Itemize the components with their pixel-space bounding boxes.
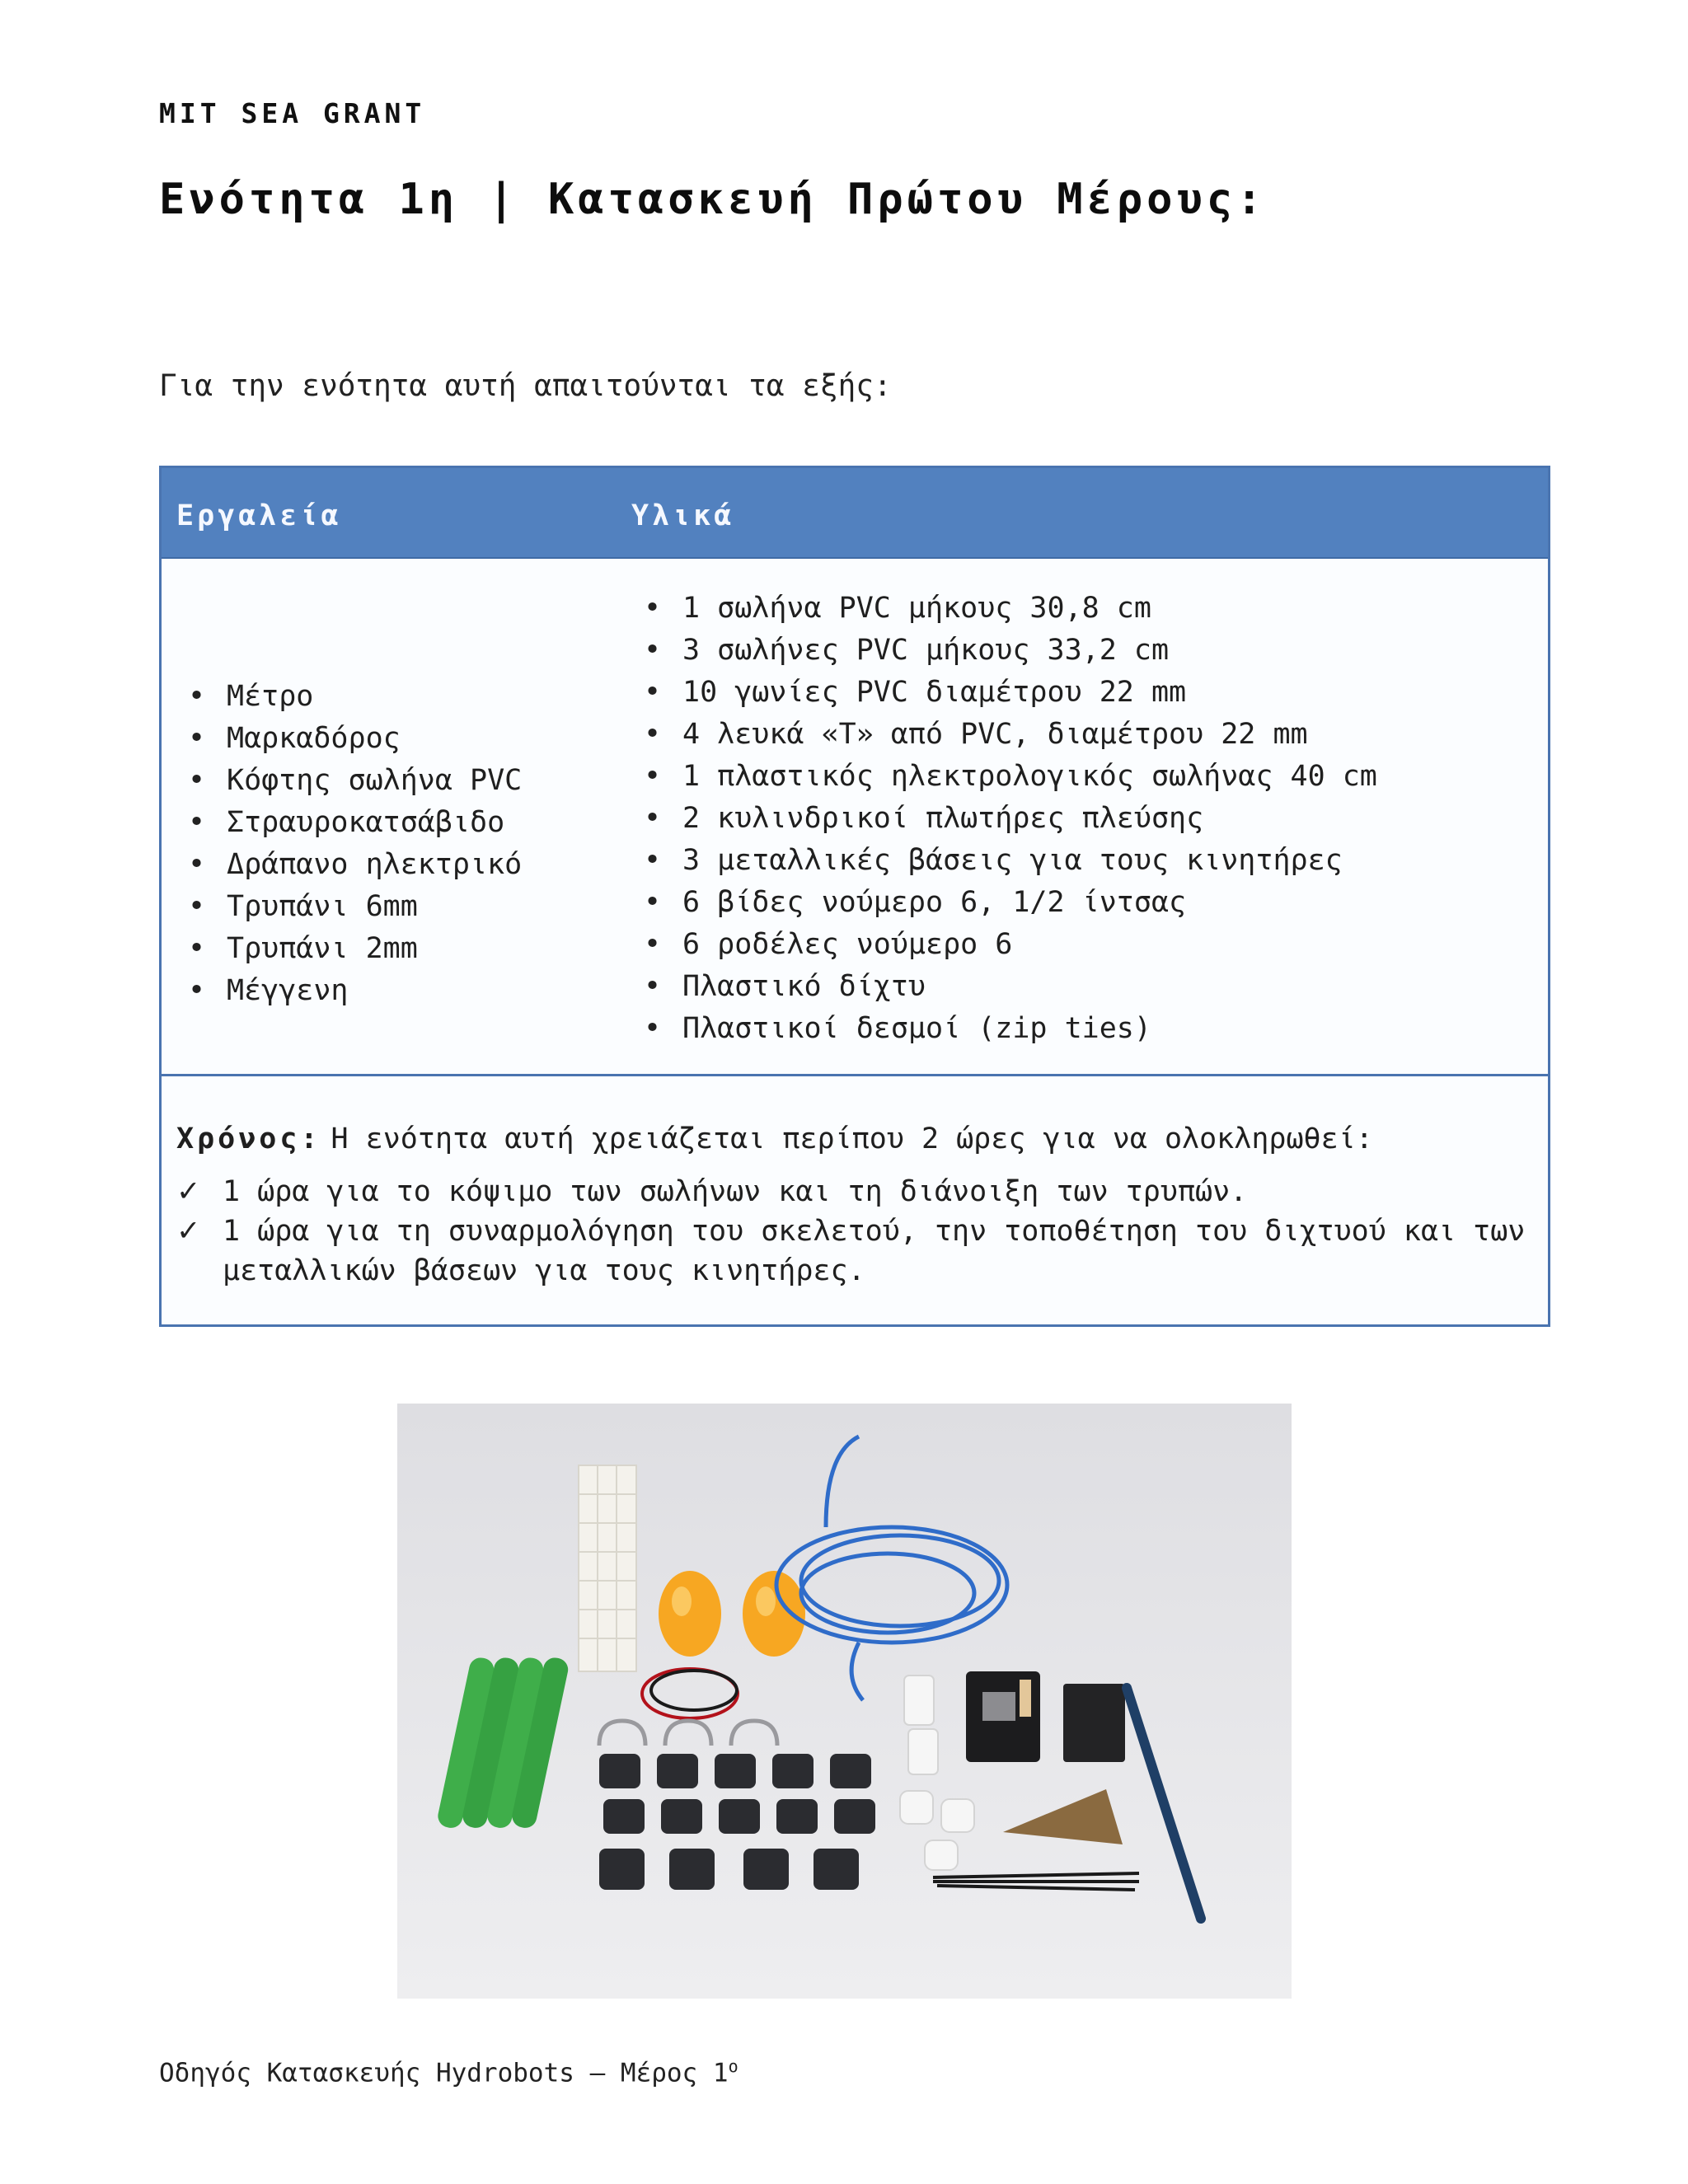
list-item: • Πλαστικό δίχτυ: [621, 966, 1377, 1008]
materials-column-header: Υλικά: [631, 499, 735, 532]
list-item: • 1 σωλήνα PVC μήκους 30,8 cm: [621, 588, 1377, 630]
time-text: Η ενότητα αυτή χρειάζεται περίπου 2 ώρες για να ολοκληρωθεί:: [331, 1122, 1373, 1155]
list-item: • Στραυροκατσάβιδο: [165, 802, 522, 844]
check-item: ✓ 1 ώρα για τη συναρμολόγηση του σκελετού, την τοποθέτηση του διχτυού και των μεταλλικών βάσεων για τους κινητήρες.: [176, 1212, 1533, 1291]
list-item: • Δράπανο ηλεκτρικό: [165, 844, 522, 886]
mesh-roll: [579, 1465, 636, 1671]
table-header-row: [162, 468, 1548, 559]
list-item: • 3 μεταλλικές βάσεις για τους κινητήρες: [621, 840, 1377, 882]
materials-list: [621, 588, 1377, 1050]
time-label: Χρόνος:: [176, 1122, 321, 1155]
motor-box: [966, 1671, 1040, 1762]
float-2: [743, 1571, 805, 1657]
battery-box: [1063, 1684, 1125, 1762]
list-item: • 2 κυλινδρικοί πλωτήρες πλεύσης: [621, 798, 1377, 840]
table-body-row: [162, 559, 1548, 1076]
list-item: • 6 ροδέλες νούμερο 6: [621, 924, 1377, 966]
materials-photo-illustration: [397, 1404, 1292, 1999]
list-item: • 10 γωνίες PVC διαμέτρου 22 mm: [621, 672, 1377, 714]
tools-column-header: Εργαλεία: [176, 499, 342, 532]
footer-text: Οδηγός Κατασκευής Hydrobots – Μέρος 1: [159, 2058, 729, 2088]
list-item: • 3 σωλήνες PVC μήκους 33,2 cm: [621, 630, 1377, 672]
list-item: • Μέτρο: [165, 676, 522, 718]
list-item: • 1 πλαστικός ηλεκτρολογικός σωλήνας 40 cm: [621, 756, 1377, 798]
list-item: • Τρυπάνι 2mm: [165, 928, 522, 970]
page-title: Ενότητα 1η | Κατασκευή Πρώτου Μέρους:: [159, 175, 1267, 224]
header-label: MIT SEA GRANT: [159, 97, 426, 129]
time-checklist: [176, 1172, 1533, 1291]
time-line: [176, 1119, 1533, 1159]
list-item: • Τρυπάνι 6mm: [165, 886, 522, 928]
tools-list: [165, 676, 522, 1012]
footer-superscript: ο: [728, 2056, 738, 2076]
materials-photo: [397, 1404, 1292, 1999]
intro-text: Για την ενότητα αυτή απαιτούνται τα εξής:: [159, 369, 892, 403]
list-item: • 4 λευκά «Τ» από PVC, διαμέτρου 22 mm: [621, 714, 1377, 756]
list-item: • Μαρκαδόρος: [165, 718, 522, 760]
list-item: • Μέγγενη: [165, 970, 522, 1012]
float-1: [659, 1571, 721, 1657]
list-item: • Κόφτης σωλήνα PVC: [165, 760, 522, 802]
list-item: • Πλαστικοί δεσμοί (zip ties): [621, 1008, 1377, 1050]
footer: [159, 2056, 738, 2088]
list-item: • 6 βίδες νούμερο 6, 1/2 ίντσας: [621, 882, 1377, 924]
time-section: [162, 1076, 1548, 1291]
requirements-table: [159, 466, 1550, 1327]
check-item: ✓ 1 ώρα για το κόψιμο των σωλήνων και τη διάνοιξη των τρυπών.: [176, 1172, 1533, 1212]
